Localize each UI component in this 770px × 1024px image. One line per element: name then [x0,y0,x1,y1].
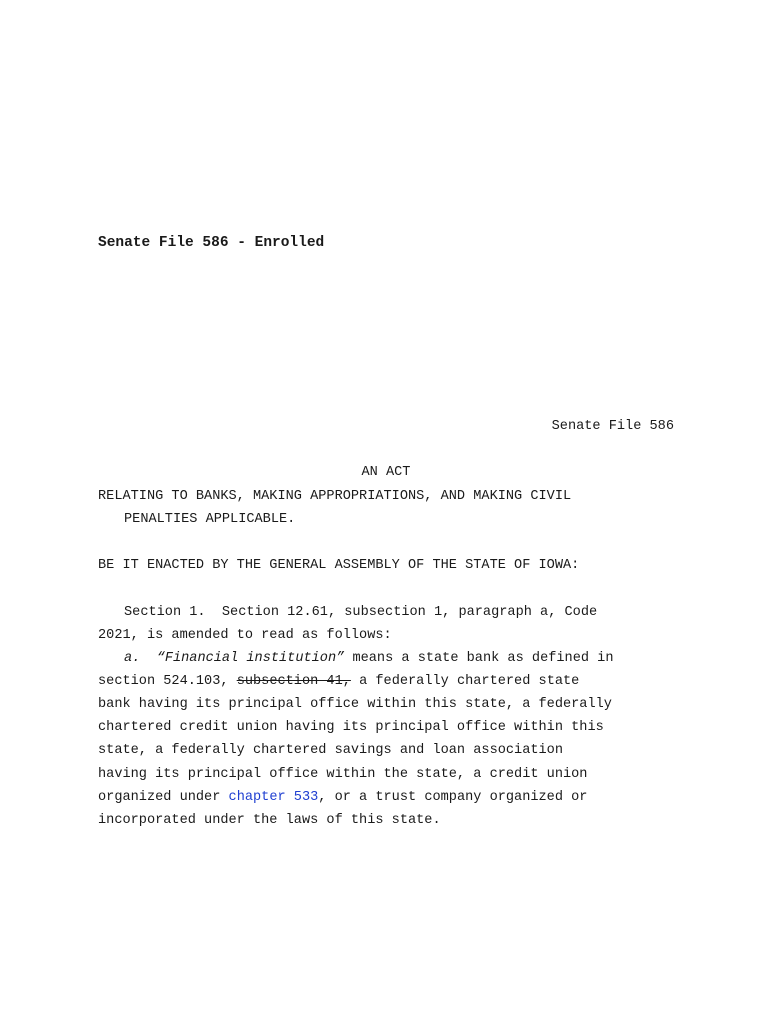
section-1-line-1: Section 1. Section 12.61, subsection 1, paragraph a, Code [124,605,598,620]
paragraph-a-line-8: incorporated under the laws of this state. [98,813,441,828]
act-subject-line-2: PENALTIES APPLICABLE. [124,512,296,527]
line-7-suffix: , or a trust company organized or [318,790,588,805]
line-2-prefix: section 524.103, [98,674,237,689]
paragraph-a-line-4: chartered credit union having its principal office within this [98,720,604,735]
paragraph-a-line-1 [124,649,613,669]
paragraph-a-line-5: state, a federally chartered savings and loan association [98,743,563,758]
paragraph-a-line-7 [98,788,587,808]
file-number: Senate File 586 [551,419,674,434]
document-title: Senate File 586 - Enrolled [98,235,325,251]
paragraph-a-line-2 [98,672,579,692]
enacting-clause: BE IT ENACTED BY THE GENERAL ASSEMBLY OF THE STATE OF IOWA: [98,558,580,573]
defined-term: “Financial institution” [156,651,345,666]
chapter-533-link[interactable]: chapter 533 [228,790,319,805]
paragraph-label: a. [124,651,141,666]
paragraph-a-line-6: having its principal office within the state, a credit union [98,767,588,782]
act-heading-text: AN ACT [361,465,411,480]
act-subject-line-1: RELATING TO BANKS, MAKING APPROPRIATIONS, AND MAKING CIVIL [98,489,572,504]
line-7-prefix: organized under [98,790,229,805]
act-heading [0,465,770,480]
line-2-suffix: a federally chartered state [350,674,580,689]
section-1-line-2: 2021, is amended to read as follows: [98,628,392,643]
paragraph-a-line-3: bank having its principal office within this state, a federally [98,697,612,712]
paragraph-a-line-1-rest: means a state bank as defined in [344,651,614,666]
struck-text: subsection 41, [236,674,351,689]
